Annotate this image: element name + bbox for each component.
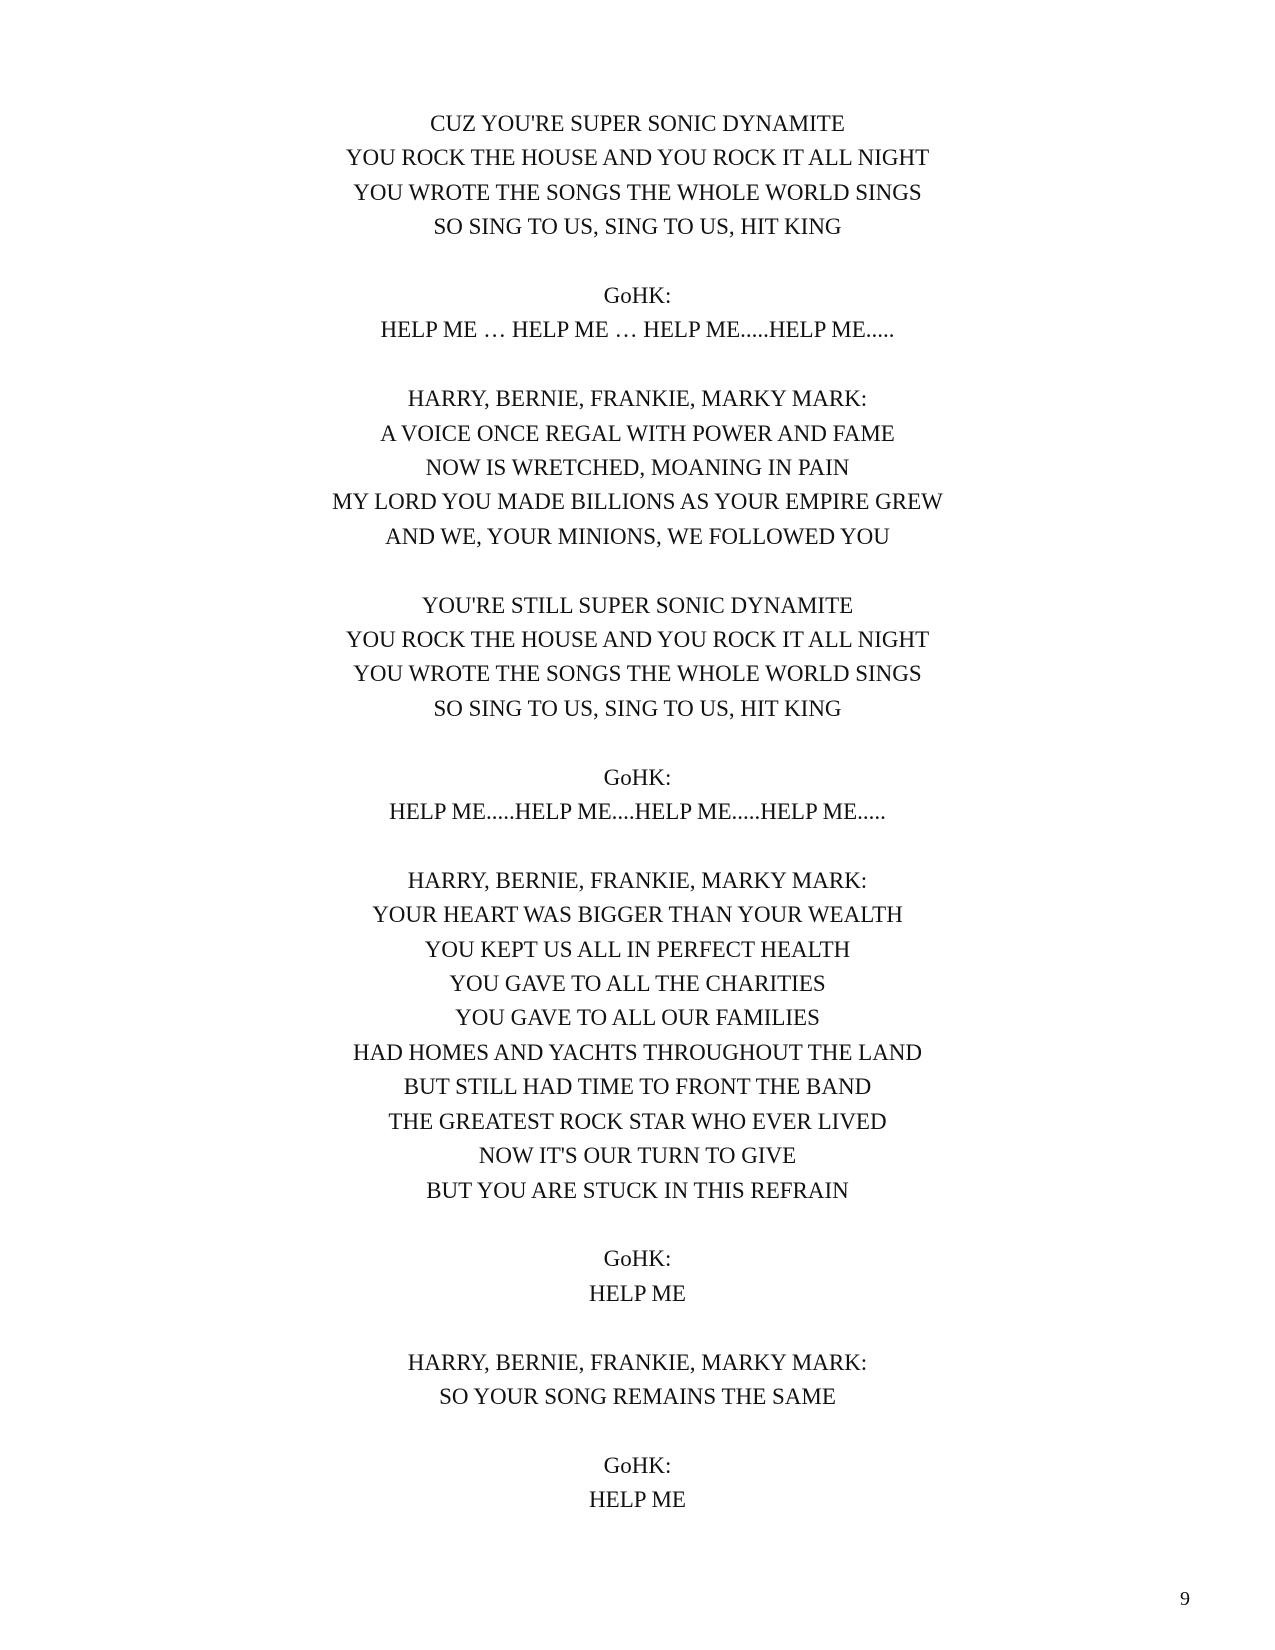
speaker-label: GoHK: <box>603 1452 672 1478</box>
lyric-line: YOUR HEART WAS BIGGER THAN YOUR WEALTH <box>372 902 903 928</box>
lyric-line: NOW IS WRETCHED, MOANING IN PAIN <box>425 455 850 481</box>
lyric-line: NOW IT'S OUR TURN TO GIVE <box>478 1143 797 1169</box>
stanza-gohk-4 <box>0 1449 1275 1518</box>
lyric-line: HAD HOMES AND YACHTS THROUGHOUT THE LAND <box>352 1039 923 1065</box>
speaker-label: HARRY, BERNIE, FRANKIE, MARKY MARK: <box>407 867 868 893</box>
lyric-line: SO SING TO US, SING TO US, HIT KING <box>433 214 842 240</box>
lyric-line: YOU ROCK THE HOUSE AND YOU ROCK IT ALL NIGHT <box>345 145 930 171</box>
speaker-label: GoHK: <box>603 1246 672 1272</box>
lyric-line: THE GREATEST ROCK STAR WHO EVER LIVED <box>388 1108 887 1134</box>
stanza-gohk-1 <box>0 279 1275 348</box>
speaker-label: GoHK: <box>603 764 672 790</box>
lyric-line: YOU WROTE THE SONGS THE WHOLE WORLD SINGS <box>353 179 922 205</box>
lyric-line: YOU'RE STILL SUPER SONIC DYNAMITE <box>421 592 854 618</box>
lyric-line: HELP ME.....HELP ME....HELP ME.....HELP ME..... <box>389 799 886 825</box>
speaker-label: GoHK: <box>603 283 672 309</box>
lyric-line: HELP ME <box>589 1487 686 1513</box>
lyric-line: A VOICE ONCE REGAL WITH POWER AND FAME <box>380 420 895 446</box>
lyric-line: SO YOUR SONG REMAINS THE SAME <box>439 1383 836 1409</box>
stanza-chorus-1 <box>0 107 1275 245</box>
lyric-line: AND WE, YOUR MINIONS, WE FOLLOWED YOU <box>385 523 890 549</box>
lyric-line: YOU GAVE TO ALL THE CHARITIES <box>449 971 826 997</box>
stanza-chorus-2 <box>0 589 1275 727</box>
stanza-minions-3 <box>0 1346 1275 1415</box>
lyrics-body <box>0 107 1275 1552</box>
lyric-line: YOU GAVE TO ALL OUR FAMILIES <box>455 1005 820 1031</box>
lyric-line: YOU WROTE THE SONGS THE WHOLE WORLD SINGS <box>353 661 922 687</box>
lyric-line: BUT STILL HAD TIME TO FRONT THE BAND <box>403 1074 872 1100</box>
lyric-line: YOU KEPT US ALL IN PERFECT HEALTH <box>424 936 851 962</box>
lyric-line: CUZ YOU'RE SUPER SONIC DYNAMITE <box>430 111 845 136</box>
stanza-minions-1 <box>0 382 1275 554</box>
stanza-minions-2 <box>0 864 1275 1208</box>
lyric-line: BUT YOU ARE STUCK IN THIS REFRAIN <box>426 1177 849 1203</box>
page-number: 9 <box>1180 1588 1190 1610</box>
stanza-gohk-3 <box>0 1242 1275 1311</box>
lyric-line: MY LORD YOU MADE BILLIONS AS YOUR EMPIRE GREW <box>332 489 943 515</box>
lyric-line: HELP ME <box>589 1280 686 1306</box>
lyric-line: SO SING TO US, SING TO US, HIT KING <box>433 695 842 721</box>
lyric-line: YOU ROCK THE HOUSE AND YOU ROCK IT ALL NIGHT <box>345 627 930 653</box>
lyric-line: HELP ME … HELP ME … HELP ME.....HELP ME..... <box>380 317 895 343</box>
speaker-label: HARRY, BERNIE, FRANKIE, MARKY MARK: <box>407 386 868 412</box>
speaker-label: HARRY, BERNIE, FRANKIE, MARKY MARK: <box>407 1349 868 1375</box>
stanza-gohk-2 <box>0 761 1275 830</box>
